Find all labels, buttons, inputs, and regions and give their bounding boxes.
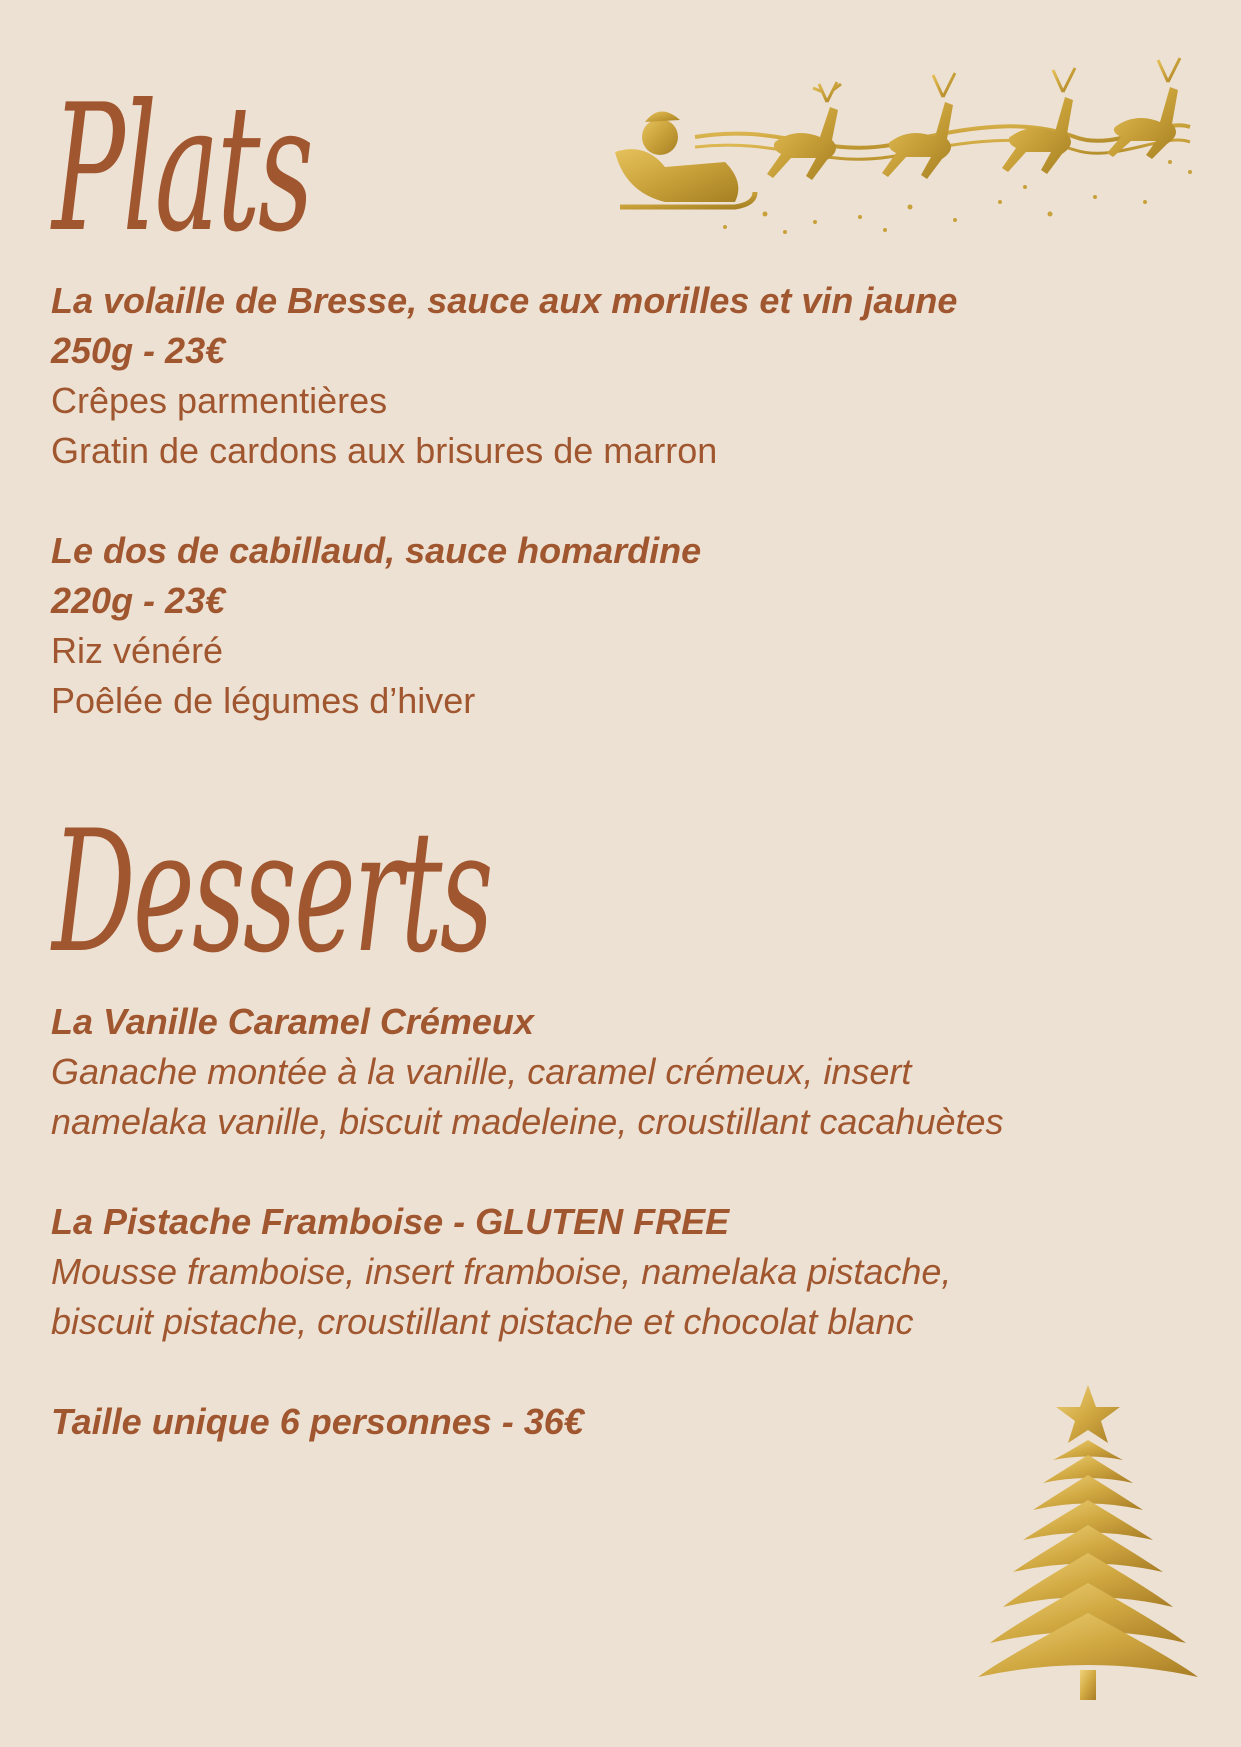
dish-name: Le dos de cabillaud, sauce homardine <box>51 530 702 571</box>
santa-sleigh-reindeer-icon <box>605 42 1205 242</box>
dish-name: La volaille de Bresse, sauce aux morilles et vin jaune <box>51 280 958 321</box>
dessert-description: Ganache montée à la vanille, caramel crémeux, insert <box>51 1051 912 1092</box>
dessert-description: namelaka vanille, biscuit madeleine, croustillant cacahuètes <box>51 1101 1004 1142</box>
dessert-description: biscuit pistache, croustillant pistache et chocolat blanc <box>51 1301 914 1342</box>
section-title-plats: Plats <box>52 68 312 271</box>
dessert-description: Mousse framboise, insert framboise, namelaka pistache, <box>51 1251 952 1292</box>
dish-price: 250g - 23€ <box>51 330 226 371</box>
dish-side: Riz vénéré <box>51 630 224 671</box>
dish-side: Poêlée de légumes d’hiver <box>51 680 476 721</box>
dish-price: 220g - 23€ <box>51 580 226 621</box>
dessert-name: La Vanille Caramel Crémeux <box>51 1001 534 1042</box>
dessert-name: La Pistache Framboise - GLUTEN FREE <box>51 1201 730 1242</box>
dish-side: Gratin de cardons aux brisures de marron <box>51 430 718 471</box>
gold-christmas-tree-icon <box>968 1385 1208 1705</box>
section-title-desserts: Desserts <box>52 794 491 990</box>
dish-side: Crêpes parmentières <box>51 380 388 421</box>
dessert-size-price: Taille unique 6 personnes - 36€ <box>51 1401 584 1442</box>
